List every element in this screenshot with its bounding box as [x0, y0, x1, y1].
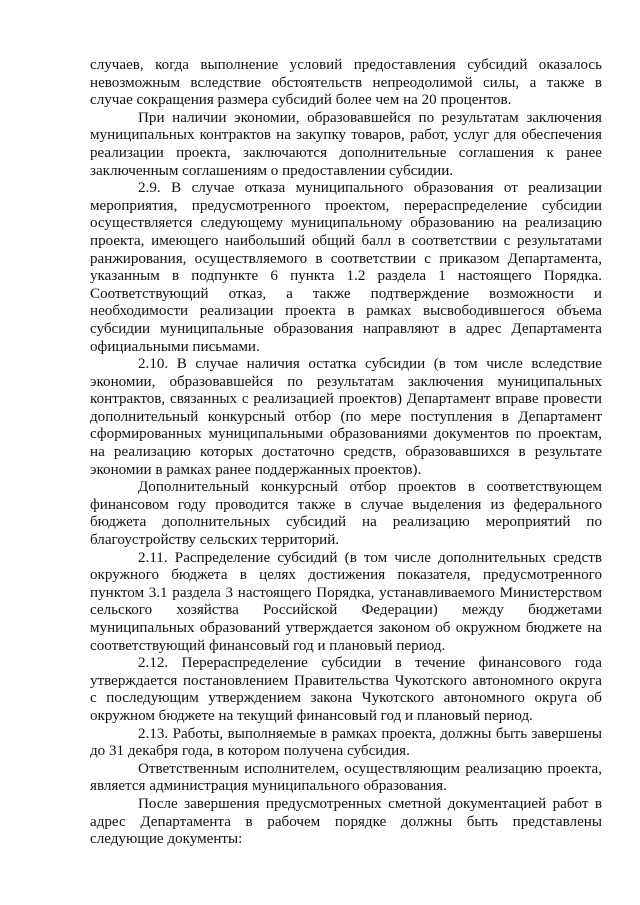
- paragraph-additional-selection: Дополнительный конкурсный отбор проектов в соответствующем финансовом году проводится также в случае выделения из федерального бюджета дополнительных субсидий на реализацию мероприятий по благоустройству сельских территорий.: [90, 479, 602, 549]
- paragraph-2-12: 2.12. Перераспределение субсидии в течение финансового года утверждается постановлением Правительства Чукотского автономного округа с последующим утверждением закона Чукотского автономного округа об окружном бюджете на текущий финансовый год и плановый период.: [90, 655, 602, 724]
- paragraph-continuation: случаев, когда выполнение условий предоставления субсидий оказалось невозможным вследствие обстоятельств непреодолимой силы, а также в случае сокращения размера субсидий более чем на 20 процентов.: [90, 57, 602, 109]
- paragraph-after-completion: После завершения предусмотренных сметной документацией работ в адрес Департамента в рабочем порядке должны быть представлены следующие документы:: [90, 795, 602, 848]
- paragraph-2-13: 2.13. Работы, выполняемые в рамках проекта, должны быть завершены до 31 декабря года, в котором получена субсидия.: [90, 725, 602, 760]
- paragraph-2-9: 2.9. В случае отказа муниципального образования от реализации мероприятия, предусмотренного проектом, перераспределение субсидии осуществляется следующему муниципальному образованию на реализацию проекта, имеющего наибольший общий балл в соответствии с результатами ранжирования, осуществляемого в соответствии с приказом Департамента, указанным в подпункте 6 пункта 1.2 раздела 1 настоящего Порядка. Соответствующий отказ, а также подтверждение возможности и необходимости реализации проекта в рамках высвободившегося объема субсидии муниципальные образования направляют в адрес Департамента официальными письмами.: [90, 180, 602, 355]
- paragraph-responsible-executor: Ответственным исполнителем, осуществляющим реализацию проекта, является администрация муниципального образования.: [90, 760, 602, 795]
- paragraph-economy: При наличии экономии, образовавшейся по результатам заключения муниципальных контрактов на закупку товаров, работ, услуг для обеспечения реализации проекта, заключаются дополнительные соглашения к ранее заключенным соглашениям о предоставлении субсидии.: [90, 109, 602, 179]
- paragraph-2-10: 2.10. В случае наличия остатка субсидии (в том числе вследствие экономии, образовавшейся по результатам заключения муниципальных контрактов, связанных с реализацией проектов) Департамент вправе провести дополнительный конкурсный отбор (по мере поступления в Департамент сформированных муниципальными образованиями документов по проектам, на реализацию которых достаточно средств, образовавшихся в результате экономии в рамках ранее поддержанных проектов).: [90, 356, 602, 478]
- paragraph-2-11: 2.11. Распределение субсидий (в том числе дополнительных средств окружного бюджета в целях достижения показателя, предусмотренного пунктом 3.1 раздела 3 настоящего Порядка, устанавливаемого Министерством сельского хозяйства Российской Федерации) между бюджетами муниципальных образований утверждается законом об окружном бюджете на соответствующий финансовый год и плановый период.: [90, 549, 602, 654]
- document-page: [90, 57, 602, 849]
